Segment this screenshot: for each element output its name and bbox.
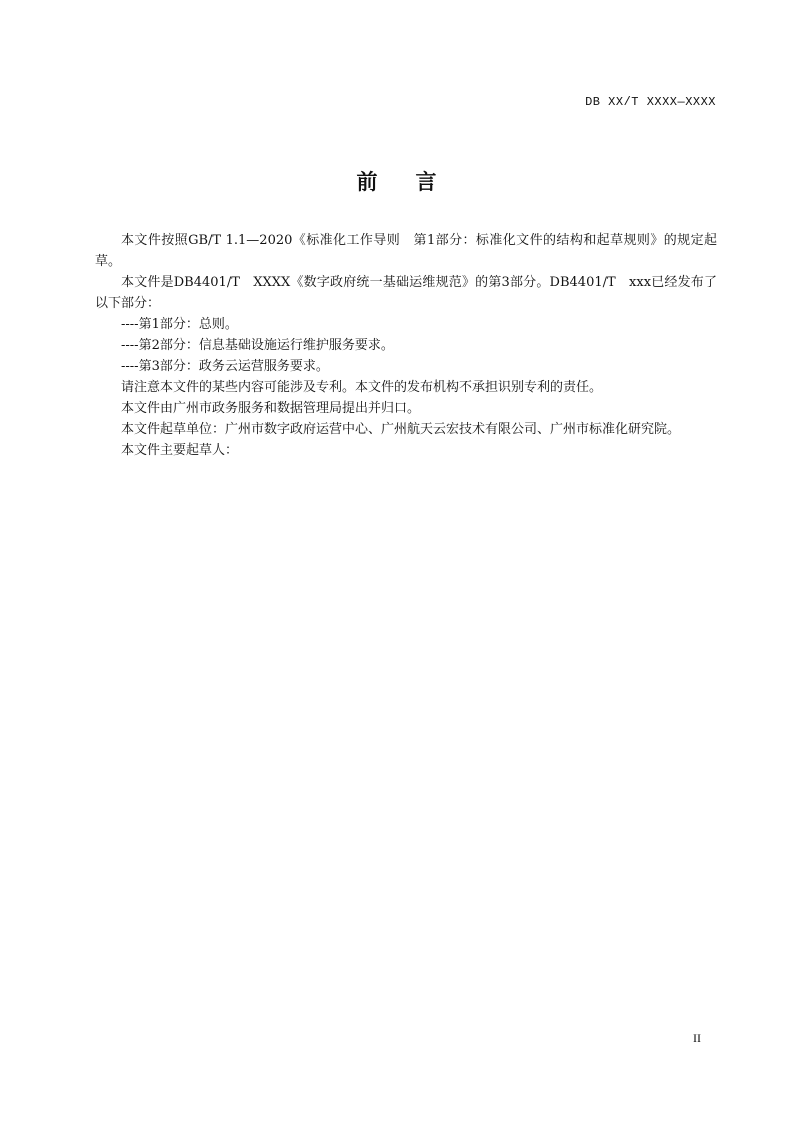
- foreword-body: [95, 230, 717, 461]
- paragraph-series-part: 本文件是DB4401/T XXXX《数字政府统一基础运维规范》的第3部分。DB4401/T xxx已经发布了以下部分：: [95, 275, 717, 311]
- list-item-part-1: ----第1部分：总则。: [121, 317, 238, 332]
- paragraph-patent-notice: 请注意本文件的某些内容可能涉及专利。本文件的发布机构不承担识别专利的责任。: [121, 380, 603, 395]
- paragraph-proposer: 本文件由广州市政务服务和数据管理局提出并归口。: [121, 401, 421, 416]
- page-number: II: [693, 1031, 701, 1045]
- document-code: DB XX/T XXXX—XXXX: [585, 95, 716, 109]
- paragraph-drafting-units: 本文件起草单位：广州市数字政府运营中心、广州航天云宏技术有限公司、广州市标准化研究院。: [121, 422, 681, 437]
- page-title: 前言: [356, 170, 475, 194]
- list-item-part-3: ----第3部分：政务云运营服务要求。: [121, 359, 329, 374]
- list-item-part-2: ----第2部分：信息基础设施运行维护服务要求。: [121, 338, 394, 353]
- paragraph-drafting-rules: 本文件按照GB/T 1.1—2020《标准化工作导则 第1部分：标准化文件的结构和起草规则》的规定起草。: [95, 233, 717, 269]
- paragraph-drafters: 本文件主要起草人：: [121, 443, 239, 458]
